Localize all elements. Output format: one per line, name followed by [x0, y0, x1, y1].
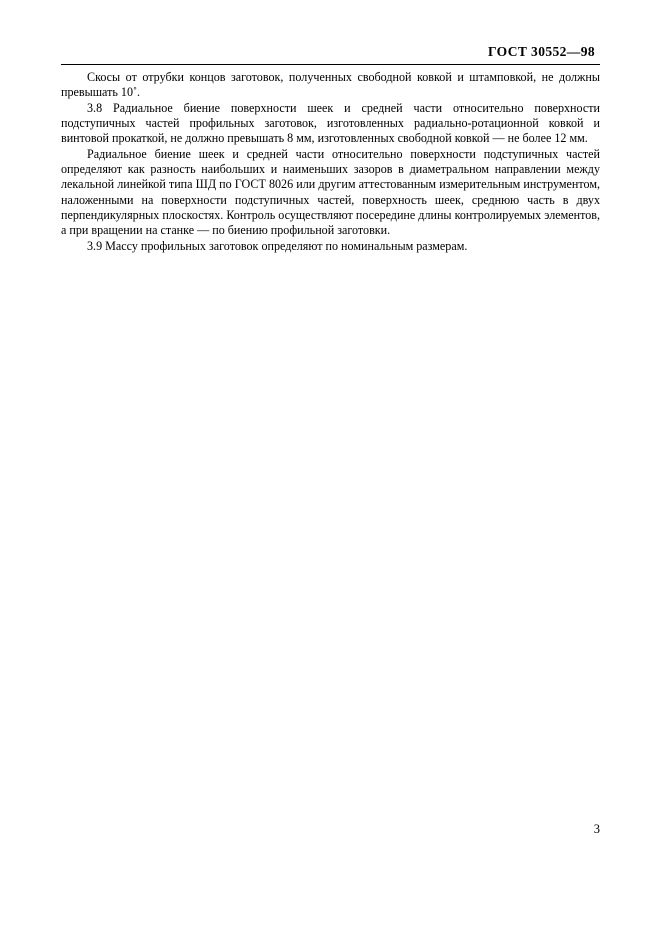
paragraph-3-9: 3.9 Массу профильных заготовок определяют по номинальным размерам. — [87, 238, 468, 253]
paragraph-radial-runout: Радиальное биение шеек и средней части относительно поверхности подступичных частей определяют как разность наибольших и наименьших зазоров в диаметральном направлении между лекальной линейкой типа ШД по ГОСТ 8026 или другим аттестованным измерительным инструментом, наложенными на поверхности подступичных частей, поверхность шеек, среднюю часть в двух перпендикулярных плоскостях. Контроль осуществляют посередине длины контролируемых элементов, а при вращении на станке — по биению профильной заготовки. — [61, 146, 600, 238]
paragraph-intro: Скосы от отрубки концов заготовок, полученных свободной ковкой и штамповкой, не должны превышать 10˚. — [61, 70, 600, 100]
paragraph-3-8: 3.8 Радиальное биение поверхности шеек и средней части относительно поверхности подступичных частей профильных заготовок, изготовленных радиально-ротационной ковкой и винтовой прокаткой, не должно превышать 8 мм, изготовленных свободной ковкой — не более 12 мм. — [61, 100, 600, 146]
page-number: 3 — [593, 822, 600, 836]
header-divider — [61, 64, 600, 65]
page-header — [0, 44, 661, 60]
standard-number: ГОСТ 30552—98 — [488, 44, 595, 59]
document-body — [61, 70, 600, 254]
